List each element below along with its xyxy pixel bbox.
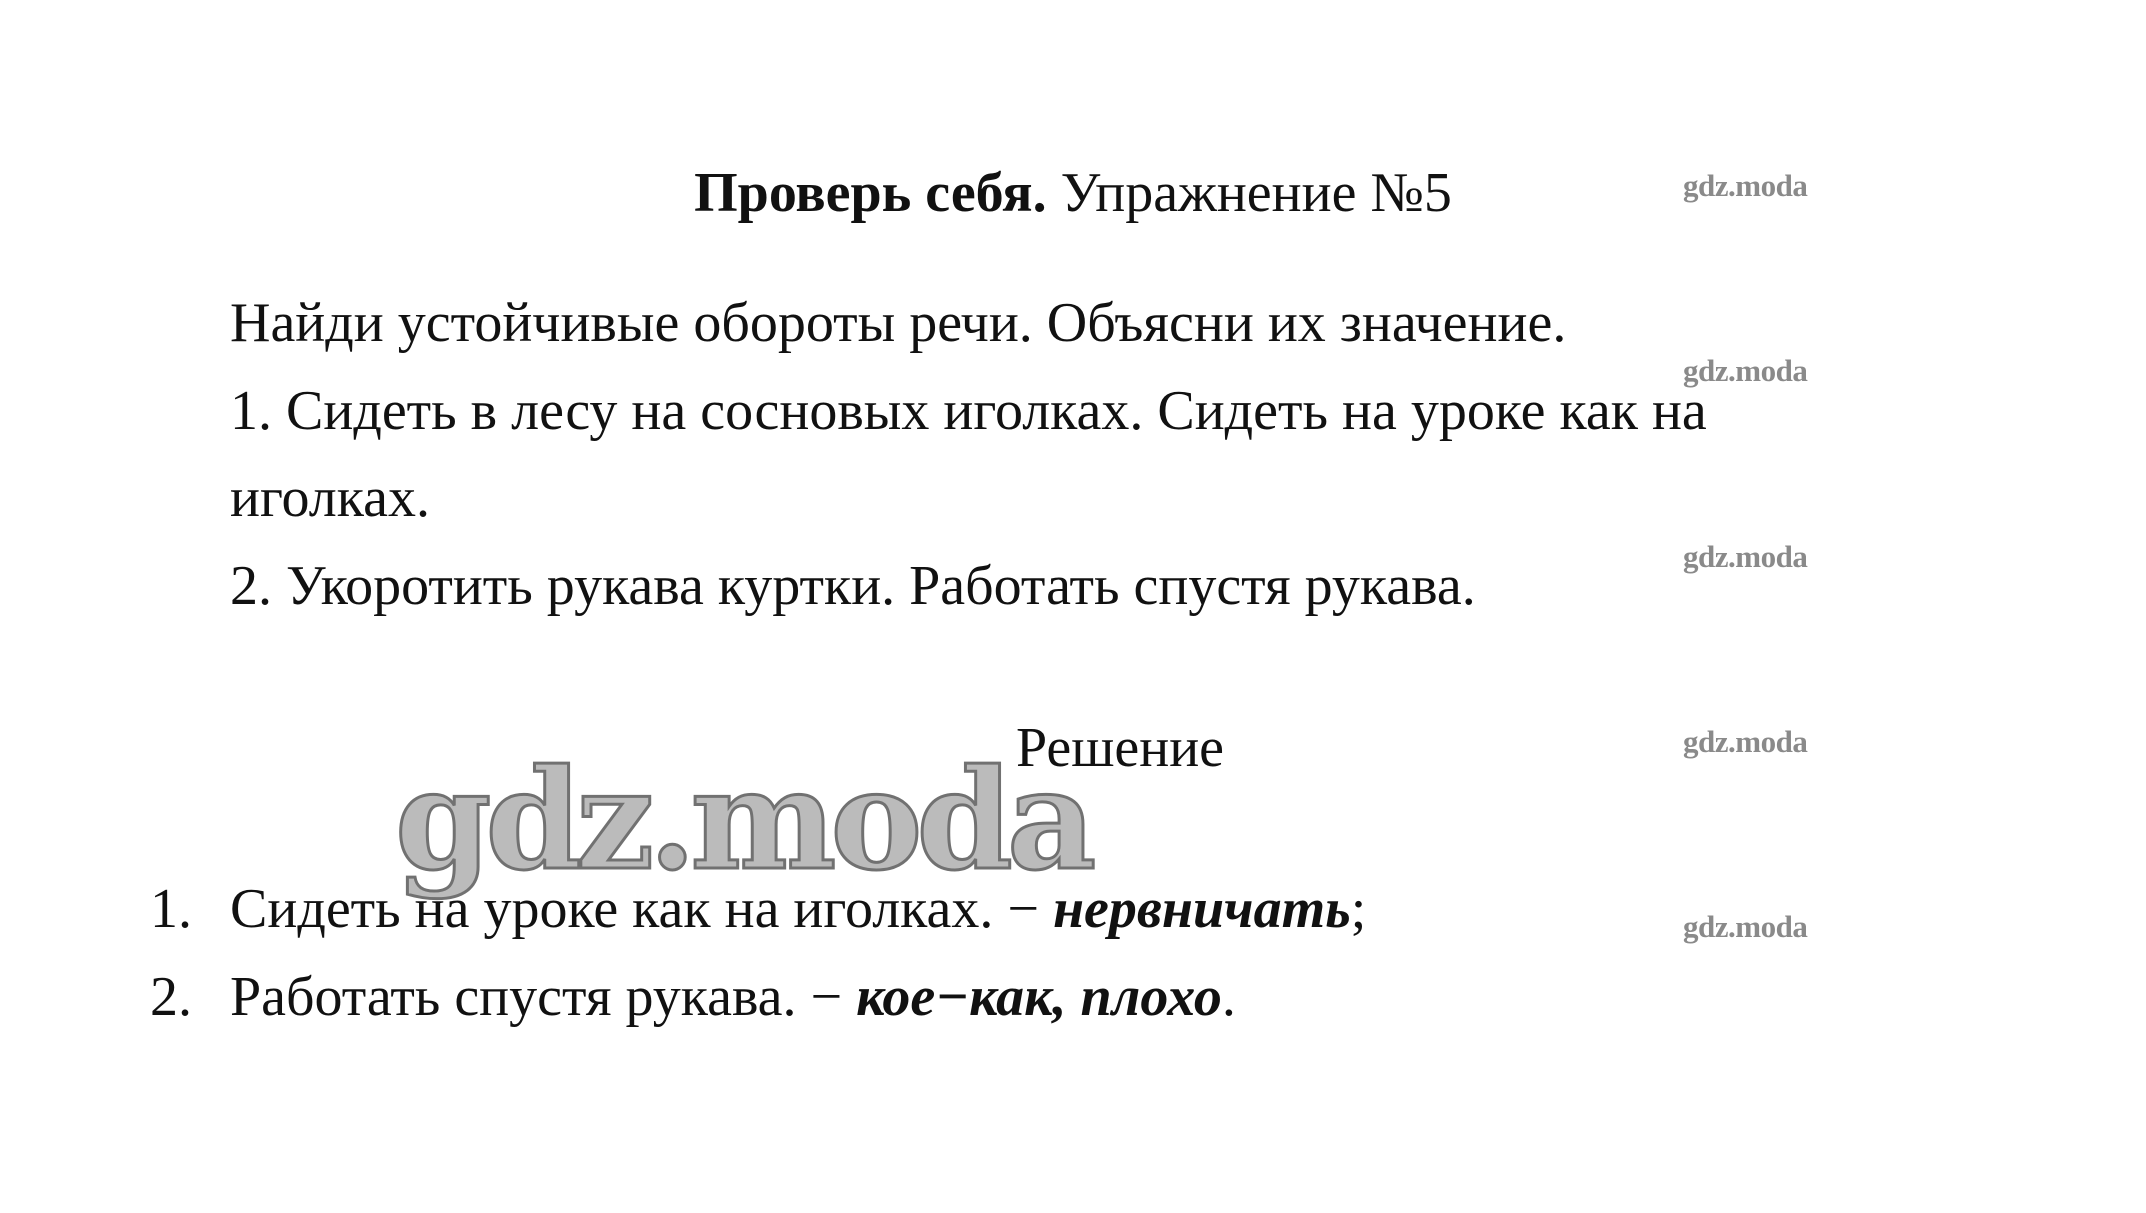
exercise-heading xyxy=(0,158,2146,228)
task-item-1: 1. Сидеть в лесу на сосновых иголках. Сидеть на уроке как на xyxy=(230,380,1707,442)
watermark-small: gdz.moda xyxy=(1683,909,1808,944)
watermark-small: gdz.moda xyxy=(1683,353,1808,388)
answer-meaning: кое−как, плохо xyxy=(856,966,1222,1028)
answer-text: Сидеть на уроке как на иголках. − xyxy=(230,878,1053,940)
solution-title: Решение xyxy=(1015,717,1225,779)
answer-item-2 xyxy=(150,962,1236,1032)
answer-number: 2. xyxy=(150,966,192,1028)
answer-number: 1. xyxy=(150,878,192,940)
answer-meaning: нервничать xyxy=(1052,878,1351,940)
task-item-1-continuation: иголках. xyxy=(230,467,430,529)
heading-check-yourself: Проверь себя. xyxy=(694,162,1047,224)
watermark-small: gdz.moda xyxy=(1683,724,1808,759)
answer-punctuation: . xyxy=(1221,966,1236,1028)
answer-text: Работать спустя рукава. − xyxy=(230,966,857,1028)
task-item-2: 2. Укоротить рукава куртки. Работать спустя рукава. xyxy=(230,555,1476,617)
heading-exercise-number: Упражнение №5 xyxy=(1046,162,1452,224)
watermark-large: gdz.moda xyxy=(395,738,1091,901)
watermark-small: gdz.moda xyxy=(1683,168,1808,203)
watermark-small: gdz.moda xyxy=(1683,539,1808,574)
answer-punctuation: ; xyxy=(1350,878,1367,940)
task-instruction: Найди устойчивые обороты речи. Объясни их значение. xyxy=(230,292,1567,354)
